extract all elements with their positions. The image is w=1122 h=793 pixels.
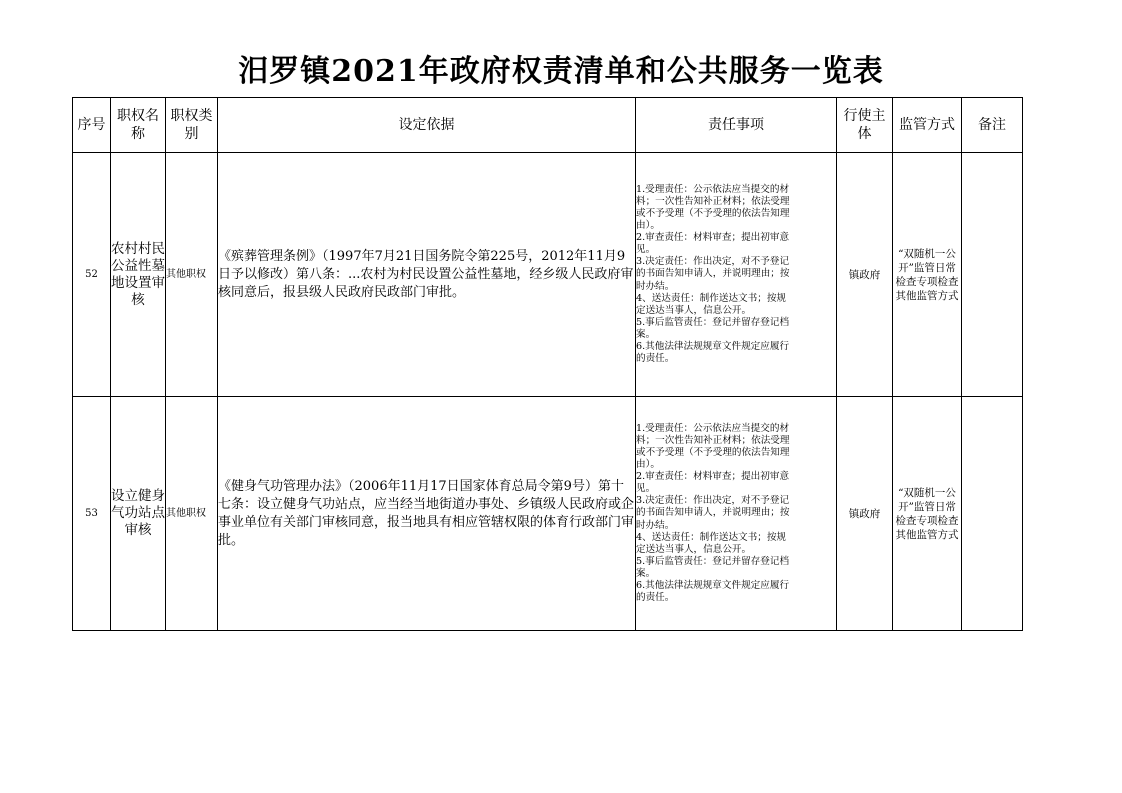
table-row [73, 397, 1023, 631]
cell-supervision: “双随机一公开”监管日常检查专项检查其他监管方式 [893, 397, 962, 631]
cell-type: 其他职权 [166, 397, 218, 631]
header-type: 职权类别 [166, 98, 218, 153]
duty-line: 的责任。 [636, 592, 675, 604]
page-title: 汨罗镇2021年政府权责清单和公共服务一览表 [238, 54, 884, 89]
duty-line: 4、送达责任：制作送达文书；按规 [636, 292, 787, 304]
duty-line: 时办结。 [636, 519, 675, 531]
responsibility-table [72, 97, 1023, 631]
duty-line: 或不予受理（不予受理的依法告知理 [636, 446, 790, 458]
cell-duty [636, 397, 837, 631]
header-no: 序号 [73, 98, 111, 153]
duty-line: 1.受理责任：公示依法应当提交的材 [636, 183, 790, 195]
duty-line: 2.审查责任：材料审查；提出初审意 [636, 471, 790, 483]
duty-line: 2.审查责任：材料审查；提出初审意 [636, 232, 790, 244]
duty-line: 料；一次性告知补正材料；依法受理 [636, 434, 790, 446]
duty-line: 6.其他法律法规规章文件规定应履行 [636, 580, 790, 592]
header-supervision: 监管方式 [893, 98, 962, 153]
cell-supervision: “双随机一公开”监管日常检查专项检查其他监管方式 [893, 153, 962, 397]
cell-note [962, 153, 1023, 397]
duty-line: 1.受理责任：公示依法应当提交的材 [636, 422, 790, 434]
cell-body: 镇政府 [837, 153, 893, 397]
header-basis: 设定依据 [218, 98, 636, 153]
duty-line: 或不予受理（不予受理的依法告知理 [636, 207, 790, 219]
duty-line: 的责任。 [636, 353, 675, 365]
cell-note [962, 397, 1023, 631]
cell-type: 其他职权 [166, 153, 218, 397]
cell-name: 农村村民公益性墓地设置审核 [111, 153, 166, 397]
duty-line: 见。 [636, 244, 656, 256]
duty-line: 案。 [636, 328, 656, 340]
duty-line: 见。 [636, 483, 656, 495]
duty-line: 由）。 [636, 459, 660, 471]
duty-line: 的书面告知申请人，并说明理由；按 [636, 268, 790, 280]
cell-basis: 《健身气功管理办法》（2006年11月17日国家体育总局令第9号）第十七条：设立健身气功站点，应当经当地街道办事处、乡镇级人民政府或企事业单位有关部门审核同意，报当地具有相应管辖权限的体育行政部门审批。 [218, 397, 636, 631]
duty-line: 5.事后监管责任：登记并留存登记档 [636, 316, 790, 328]
table-header-row [73, 98, 1023, 153]
duty-line: 料；一次性告知补正材料；依法受理 [636, 195, 790, 207]
duty-line: 3.决定责任：作出决定，对不予登记 [636, 495, 790, 507]
table-row [73, 153, 1023, 397]
duty-line: 定送达当事人，信息公开。 [636, 543, 752, 555]
duty-line: 定送达当事人，信息公开。 [636, 304, 752, 316]
duty-line: 3.决定责任：作出决定，对不予登记 [636, 256, 790, 268]
duty-line: 4、送达责任：制作送达文书；按规 [636, 531, 787, 543]
header-body: 行使主体 [837, 98, 893, 153]
duty-line: 由）。 [636, 220, 660, 232]
duty-line: 的书面告知申请人，并说明理由；按 [636, 507, 790, 519]
header-note: 备注 [962, 98, 1023, 153]
cell-no: 52 [73, 153, 111, 397]
cell-body: 镇政府 [837, 397, 893, 631]
duty-line: 案。 [636, 567, 656, 579]
cell-name: 设立健身气功站点审核 [111, 397, 166, 631]
cell-basis: 《殡葬管理条例》（1997年7月21日国务院令第225号，2012年11月9日予以修改）第八条：...农村为村民设置公益性墓地，经乡级人民政府审核同意后，报县级人民政府民政部门审批。 [218, 153, 636, 397]
cell-duty [636, 153, 837, 397]
duty-line: 5.事后监管责任：登记并留存登记档 [636, 555, 790, 567]
duty-line: 6.其他法律法规规章文件规定应履行 [636, 341, 790, 353]
header-duty: 责任事项 [636, 98, 837, 153]
header-name: 职权名称 [111, 98, 166, 153]
duty-line: 时办结。 [636, 280, 675, 292]
cell-no: 53 [73, 397, 111, 631]
